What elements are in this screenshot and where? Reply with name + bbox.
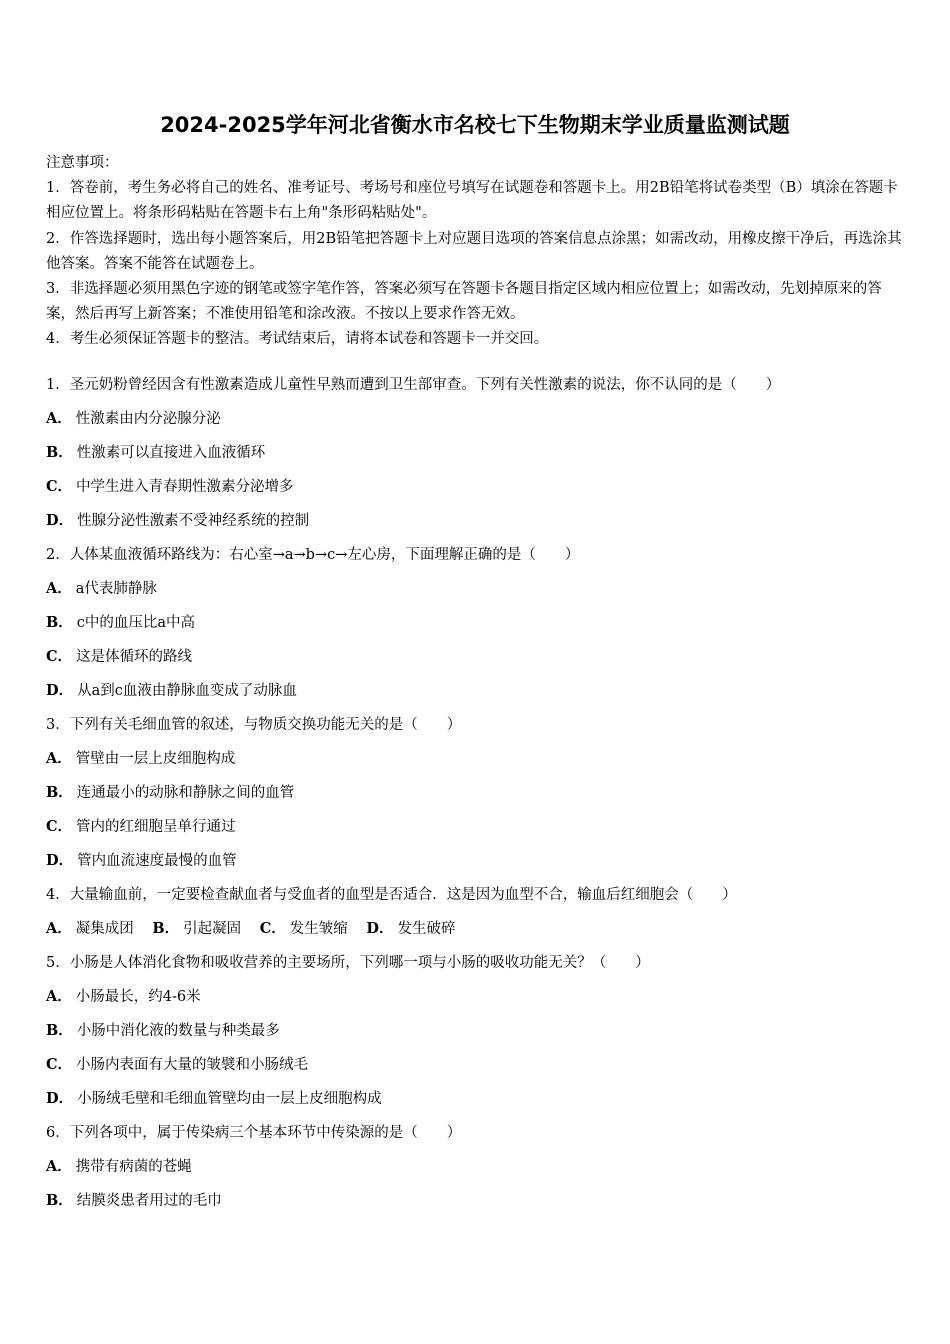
option-item	[46, 678, 916, 712]
option-label: D．	[46, 682, 74, 699]
option-item	[152, 921, 241, 937]
option-item	[46, 780, 916, 814]
option-text: 凝集成团	[75, 921, 134, 937]
option-text: 这是体循环的路线	[76, 649, 193, 665]
option-text: 管壁由一层上皮细胞构成	[75, 751, 236, 767]
option-text: 小肠绒毛壁和毛细血管壁均由一层上皮细胞构成	[77, 1091, 382, 1107]
option-item	[46, 576, 916, 610]
notice-item: 1．答卷前，考生务必将自己的姓名、准考证号、考场号和座位号填写在试题卷和答题卡上。用2B铅笔将试卷类型（B）填涂在答题卡相应位置上。将条形码粘贴在答题卡右上角"条形码粘贴处"。	[46, 180, 898, 222]
option-item	[46, 1188, 916, 1222]
option-text: 引起凝固	[183, 921, 242, 937]
option-label: A．	[46, 580, 72, 597]
option-item	[46, 1154, 916, 1188]
option-label: B．	[46, 614, 73, 631]
option-label: C．	[46, 648, 73, 665]
option-text: 小肠内表面有大量的皱襞和小肠绒毛	[76, 1057, 309, 1073]
option-item	[46, 1086, 916, 1120]
option-text: 携带有病菌的苍蝇	[75, 1159, 192, 1175]
option-label: B．	[46, 1022, 73, 1039]
notice-heading: 注意事项：	[46, 155, 119, 171]
option-text: 小肠中消化液的数量与种类最多	[76, 1023, 280, 1039]
question-stem: 2．人体某血液循环路线为：右心室→a→b→c→左心房，下面理解正确的是（ ）	[46, 547, 580, 563]
question-stem: 3．下列有关毛细血管的叙述，与物质交换功能无关的是（ ）	[46, 717, 462, 733]
option-item	[46, 1052, 916, 1086]
option-text: a代表肺静脉	[75, 581, 157, 597]
option-item	[46, 921, 134, 937]
option-label: B．	[46, 784, 73, 801]
option-item	[46, 610, 916, 644]
option-text: 从a到c血液由静脉血变成了动脉血	[77, 683, 297, 699]
option-label: C．	[46, 478, 73, 495]
option-item	[46, 508, 916, 542]
notice-item: 2．作答选择题时，选出每小题答案后，用2B铅笔把答题卡上对应题目选项的答案信息点涂黑；如需改动，用橡皮擦干净后，再选涂其他答案。答案不能答在试题卷上。	[46, 230, 902, 272]
option-label: D．	[46, 512, 74, 529]
question-stem: 4．大量输血前，一定要检查献血者与受血者的血型是否适合．这是因为血型不合，输血后红细胞会（ ）	[46, 887, 737, 903]
option-item	[46, 1018, 916, 1052]
notice-item: 4．考生必须保证答题卡的整洁。考试结束后，请将本试卷和答题卡一并交回。	[46, 331, 549, 348]
question-stem: 1．圣元奶粉曾经因含有性激素造成儿童性早熟而遭到卫生部审查。下列有关性激素的说法，你不认同的是（ ）	[46, 377, 781, 393]
option-text: 性激素可以直接进入血液循环	[76, 445, 266, 461]
option-item	[46, 440, 916, 474]
option-label: C．	[46, 1056, 73, 1073]
option-item	[46, 474, 916, 508]
option-item	[366, 921, 455, 937]
option-label: B．	[46, 444, 73, 461]
option-item	[46, 814, 916, 848]
option-label: A．	[46, 750, 72, 767]
option-label: B．	[46, 1192, 73, 1209]
option-item	[46, 406, 916, 440]
option-text: 中学生进入青春期性激素分泌增多	[76, 479, 294, 495]
question-list	[46, 372, 916, 1222]
option-text: 管内血流速度最慢的血管	[77, 853, 237, 869]
option-item	[260, 921, 348, 937]
option-text: 管内的红细胞呈单行通过	[76, 819, 236, 835]
option-label: A．	[46, 920, 72, 937]
option-label: B．	[152, 920, 180, 937]
option-label: D．	[366, 920, 394, 937]
option-item	[46, 984, 916, 1018]
option-item	[46, 644, 916, 678]
option-text: 发生皱缩	[289, 921, 348, 937]
option-label: A．	[46, 988, 72, 1005]
question-stem: 6．下列各项中，属于传染病三个基本环节中传染源的是（ ）	[46, 1125, 462, 1141]
question-stem: 5．小肠是人体消化食物和吸收营养的主要场所，下列哪一项与小肠的吸收功能无关？（ ）	[46, 955, 650, 971]
option-text: 结膜炎患者用过的毛巾	[76, 1193, 222, 1209]
option-text: 发生破碎	[397, 921, 456, 937]
option-text: 性激素由内分泌腺分泌	[75, 411, 221, 427]
option-text: 小肠最长，约4-6米	[75, 989, 201, 1005]
option-text: 连通最小的动脉和静脉之间的血管	[76, 785, 295, 801]
option-text: 性腺分泌性激素不受神经系统的控制	[77, 513, 310, 529]
option-text: c中的血压比a中高	[76, 615, 196, 631]
option-item	[46, 746, 916, 780]
option-label: D．	[46, 1090, 74, 1107]
notice-item: 3．非选择题必须用黑色字迹的钢笔或签字笔作答，答案必须写在答题卡各题目指定区域内相应位置上；如需改动，先划掉原来的答案，然后再写上新答案；不准使用铅笔和涂改液。不按以上要求作答无效。	[46, 281, 882, 323]
option-label: A．	[46, 410, 72, 427]
option-label: C．	[259, 920, 286, 937]
option-label: A．	[46, 1158, 72, 1175]
page-title: 2024-2025学年河北省衡水市名校七下生物期末学业质量监测试题	[160, 113, 790, 137]
option-item	[46, 848, 916, 882]
notice-section	[46, 151, 908, 353]
option-label: D．	[46, 852, 74, 869]
inline-options	[46, 916, 916, 950]
option-label: C．	[46, 818, 73, 835]
